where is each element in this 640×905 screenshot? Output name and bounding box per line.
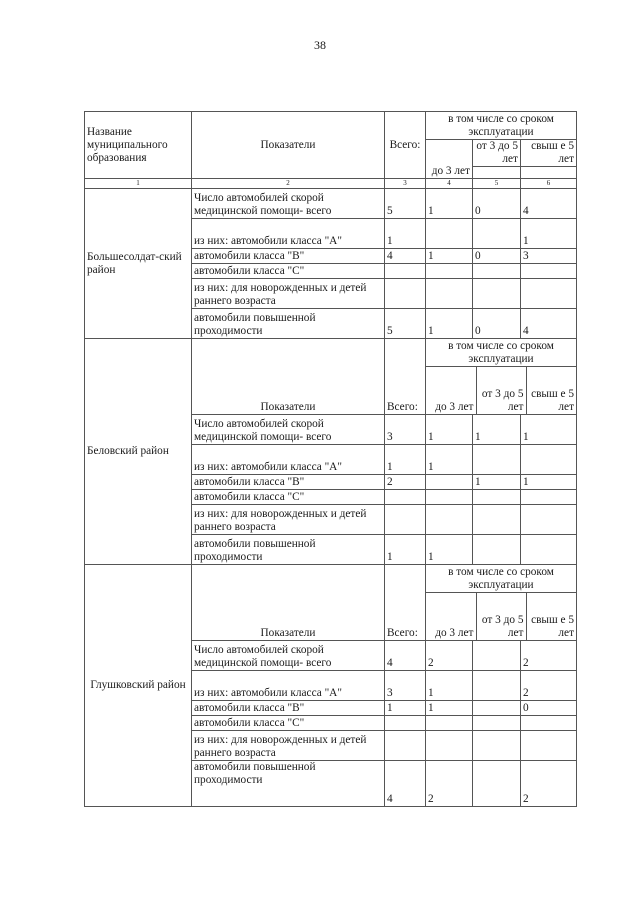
cell: 1 (385, 445, 426, 475)
cell (426, 490, 473, 505)
header-term3: свыш е 5 лет (531, 614, 575, 639)
col-number: 4 (426, 179, 473, 189)
cell (473, 505, 521, 535)
cell: 1 (385, 219, 426, 249)
row-label-newborn: из них: для новорожденных и детей раннего возраста (192, 505, 385, 535)
cell: 0 (521, 701, 577, 716)
header-total: Всего: (385, 565, 426, 641)
row-label-class-b: автомобили класса "В" (192, 701, 385, 716)
header-total: Всего: (385, 112, 426, 179)
cell (385, 490, 426, 505)
header-term-group: в том числе со сроком эксплуатации (426, 339, 576, 366)
cell (521, 505, 577, 535)
cell (426, 716, 473, 731)
row-label-total: Число автомобилей скорой медицинской помощи- всего (192, 415, 385, 445)
cell: 0 (473, 249, 521, 264)
cell (473, 219, 521, 249)
cell: 0 (473, 309, 521, 339)
header-term1: до 3 лет (426, 366, 476, 414)
cell: 4 (385, 249, 426, 264)
row-label-class-a: из них: автомобили класса "А" (192, 219, 385, 249)
cell: 1 (426, 671, 473, 701)
header-term1: до 3 лет (426, 592, 476, 640)
row-label-class-b: автомобили класса "В" (192, 249, 385, 264)
cell (385, 731, 426, 761)
cell (426, 219, 473, 249)
cell (521, 490, 577, 505)
cell (473, 701, 521, 716)
cell (426, 475, 473, 490)
cell: 1 (426, 189, 473, 219)
cell (521, 716, 577, 731)
cell (385, 279, 426, 309)
header-term3: свыш е 5 лет (521, 140, 577, 167)
cell (521, 535, 577, 565)
cell (473, 671, 521, 701)
header-term2: от 3 до 5 лет (476, 592, 526, 640)
cell: 2 (521, 761, 577, 807)
district-name: Глушковский район (85, 565, 192, 807)
cell: 2 (426, 641, 473, 671)
cell (473, 279, 521, 309)
cell (426, 279, 473, 309)
cell: 1 (385, 701, 426, 716)
cell (385, 716, 426, 731)
cell: 1 (473, 475, 521, 490)
row-label-class-b: автомобили класса "В" (192, 475, 385, 490)
header-term1: до 3 лет (426, 140, 473, 179)
district-name: Большесолдат-ский район (85, 189, 192, 339)
cell (473, 535, 521, 565)
cell (473, 445, 521, 475)
header-indicators: Показатели (192, 565, 385, 641)
cell: 2 (385, 475, 426, 490)
row-label-offroad: автомобили повышенной проходимости (192, 761, 385, 807)
header-municipality: Название муниципального образования (85, 112, 192, 179)
cell: 4 (385, 641, 426, 671)
header-indicators: Показатели (192, 112, 385, 179)
cell: 1 (426, 249, 473, 264)
row-label-offroad: автомобили повышенной проходимости (192, 309, 385, 339)
col-number: 2 (192, 179, 385, 189)
header-term3: свыш е 5 лет (531, 388, 575, 413)
cell: 1 (426, 415, 473, 445)
header-term-group: в том числе со сроком эксплуатации (426, 565, 576, 592)
row-label-newborn: из них: для новорожденных и детей раннего возраста (192, 731, 385, 761)
cell: 4 (385, 761, 426, 807)
row-label-offroad: автомобили повышенной проходимости (192, 535, 385, 565)
row-label-class-c: автомобили класса "С" (192, 716, 385, 731)
cell (521, 279, 577, 309)
cell (473, 264, 521, 279)
row-label-total: Число автомобилей скорой медицинской помощи- всего (192, 641, 385, 671)
cell (473, 761, 521, 807)
header-term2: от 3 до 5 лет (473, 140, 521, 167)
cell (426, 505, 473, 535)
cell (521, 445, 577, 475)
cell: 0 (473, 189, 521, 219)
cell (385, 264, 426, 279)
cell (426, 731, 473, 761)
col-number: 1 (85, 179, 192, 189)
cell (426, 264, 473, 279)
cell: 2 (426, 761, 473, 807)
cell: 2 (521, 641, 577, 671)
cell (473, 731, 521, 761)
cell: 1 (426, 701, 473, 716)
cell (473, 490, 521, 505)
header-term-group: в том числе со сроком эксплуатации (426, 112, 577, 140)
header-term2: от 3 до 5 лет (476, 366, 526, 414)
row-label-class-a: из них: автомобили класса "А" (192, 445, 385, 475)
col-number: 6 (521, 179, 577, 189)
col-number: 3 (385, 179, 426, 189)
cell (521, 731, 577, 761)
row-label-class-c: автомобили класса "С" (192, 264, 385, 279)
cell: 1 (521, 219, 577, 249)
cell: 3 (521, 249, 577, 264)
cell (473, 716, 521, 731)
cell: 2 (521, 671, 577, 701)
cell: 5 (385, 189, 426, 219)
ambulance-table (84, 111, 577, 807)
cell: 5 (385, 309, 426, 339)
col-number: 5 (473, 179, 521, 189)
page-number: 38 (314, 38, 326, 52)
cell: 1 (521, 475, 577, 490)
cell: 1 (426, 309, 473, 339)
cell (473, 641, 521, 671)
cell: 4 (521, 189, 577, 219)
cell: 3 (385, 671, 426, 701)
district-name: Беловский район (85, 339, 192, 565)
cell: 1 (426, 535, 473, 565)
cell: 1 (385, 535, 426, 565)
row-label-class-a: из них: автомобили класса "А" (192, 671, 385, 701)
header-indicators: Показатели (192, 339, 385, 415)
cell: 1 (473, 415, 521, 445)
cell: 1 (521, 415, 577, 445)
cell (521, 264, 577, 279)
cell: 4 (521, 309, 577, 339)
row-label-total: Число автомобилей скорой медицинской помощи- всего (192, 189, 385, 219)
cell: 1 (426, 445, 473, 475)
row-label-newborn: из них: для новорожденных и детей раннего возраста (192, 279, 385, 309)
header-total: Всего: (385, 339, 426, 415)
cell (385, 505, 426, 535)
row-label-class-c: автомобили класса "С" (192, 490, 385, 505)
cell: 3 (385, 415, 426, 445)
